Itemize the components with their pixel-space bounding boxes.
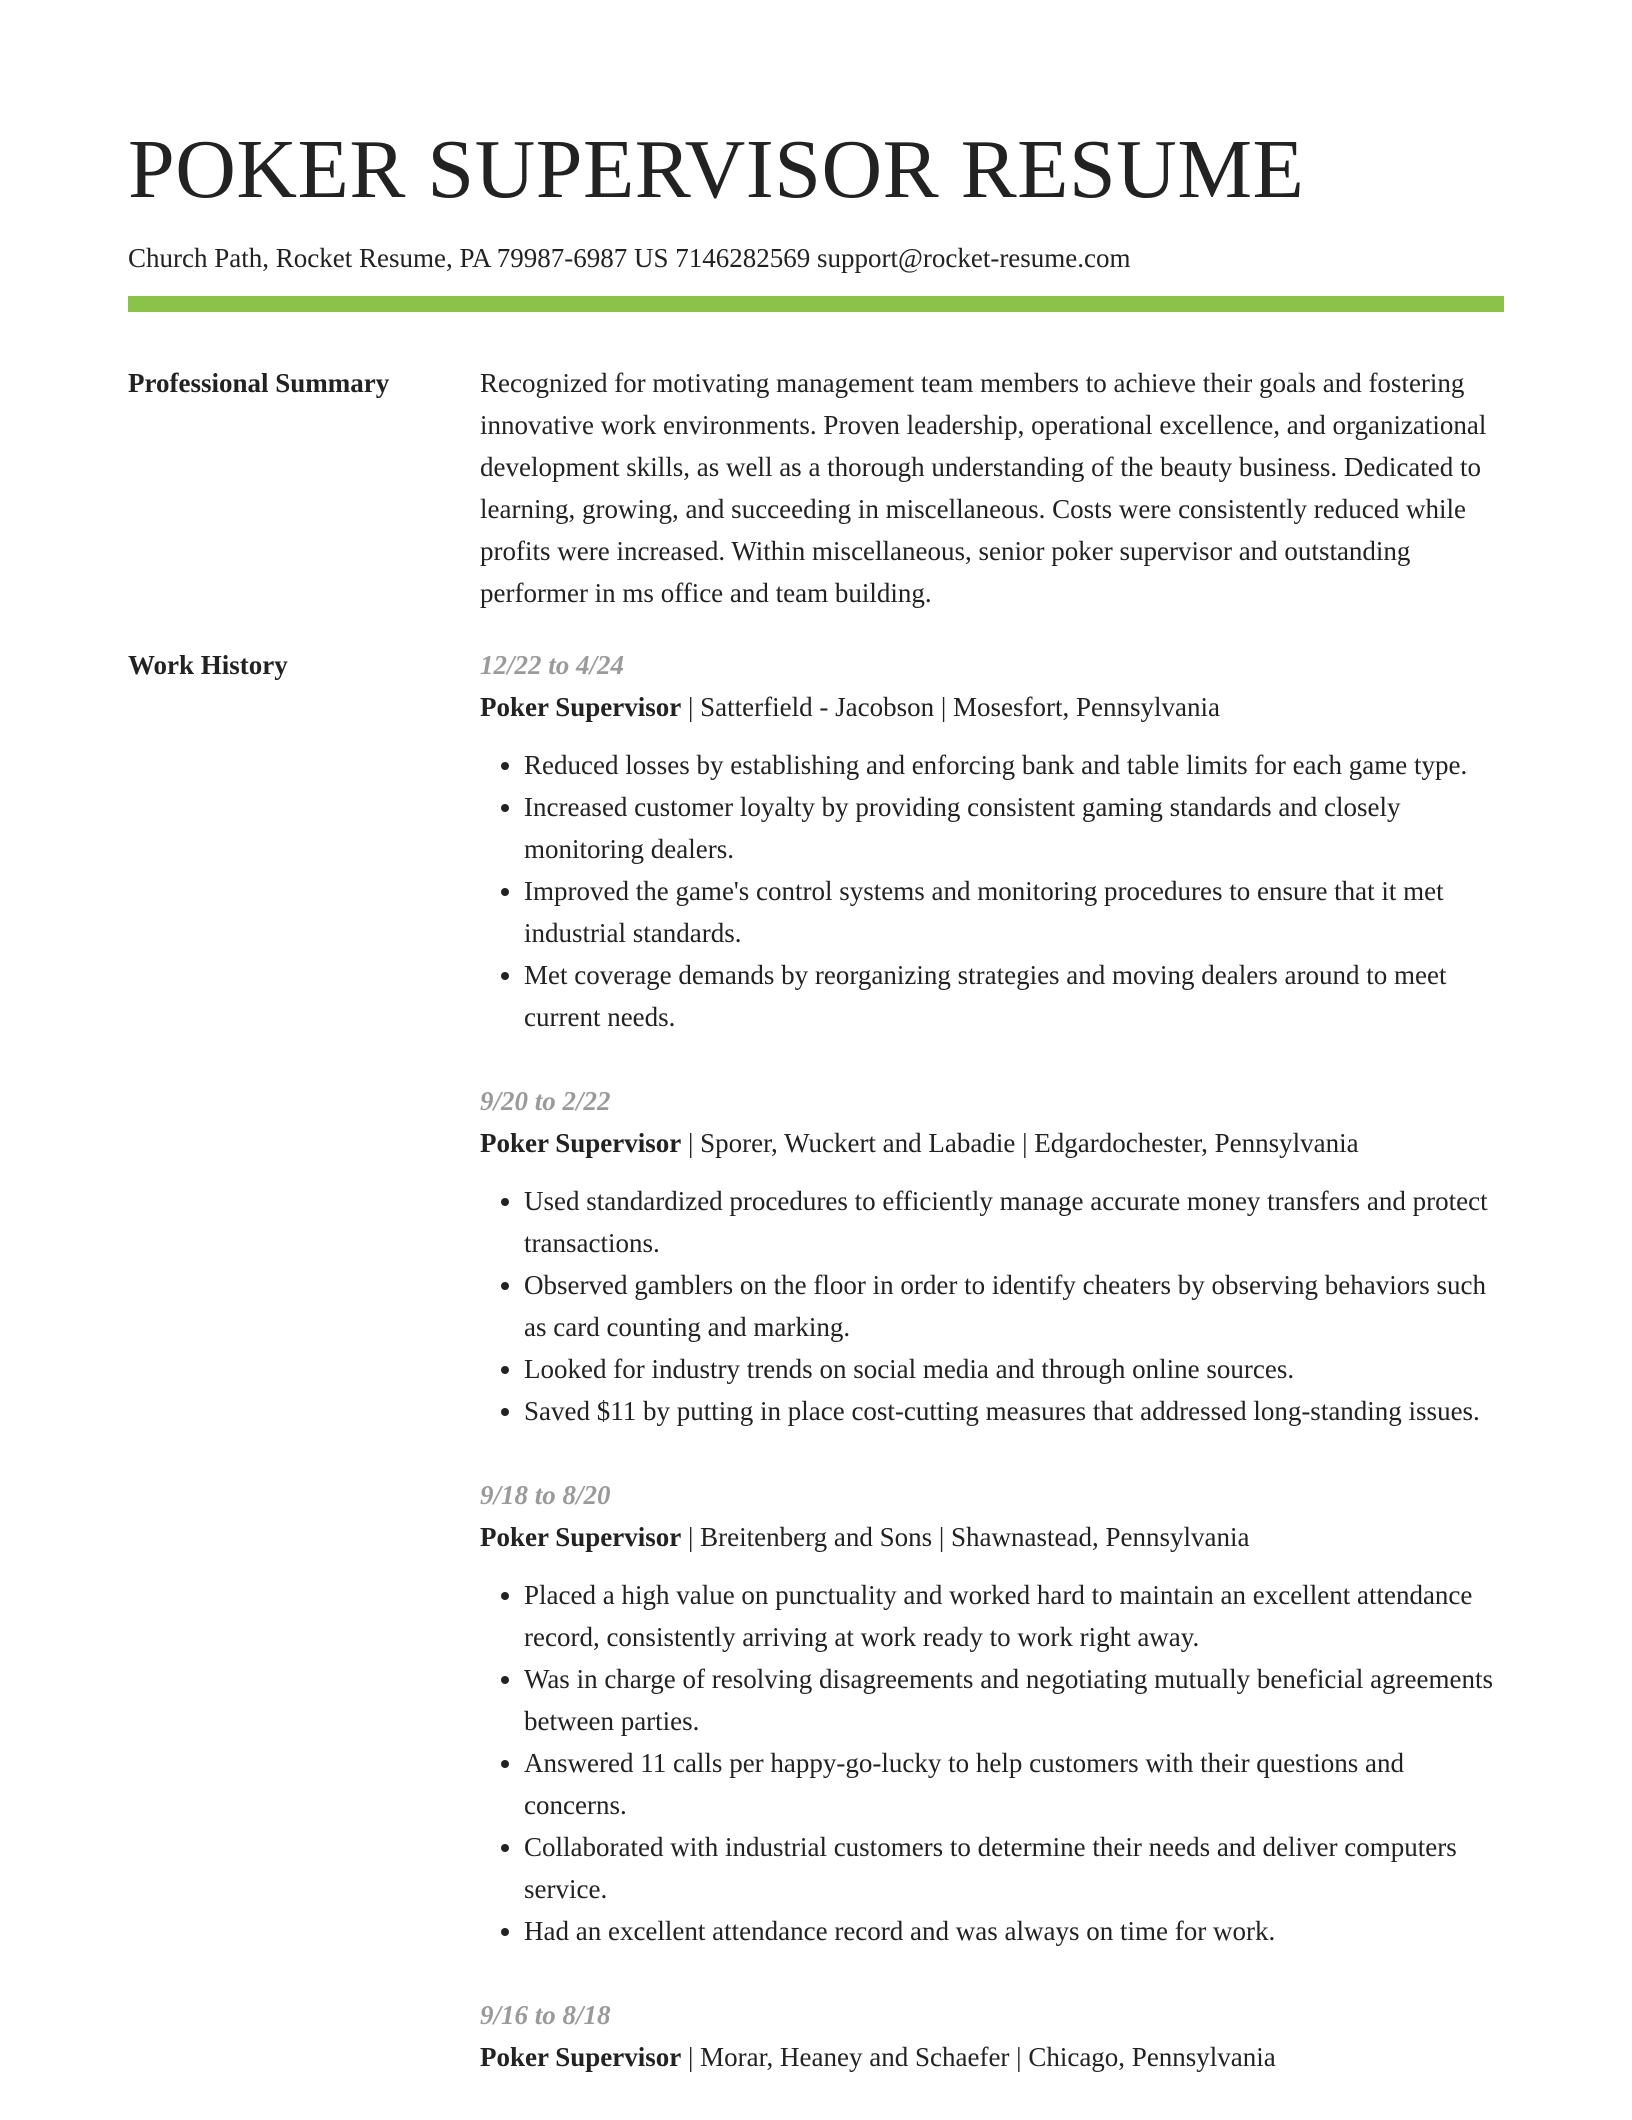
work-history-body	[480, 644, 1504, 2120]
job-bullet: • Placed a high value on punctuality and worked hard to maintain an excellent attendance record, consistently arriving at work ready to work right away.	[524, 1574, 1504, 1658]
job-heading	[480, 1122, 1504, 1164]
job-bullet: • Met coverage demands by reorganizing strategies and moving dealers around to meet current needs.	[524, 954, 1504, 1038]
job-entry	[480, 1474, 1504, 1952]
job-employer-location: | Sporer, Wuckert and Labadie | Edgardochester, Pennsylvania	[681, 1128, 1359, 1158]
resume-title: POKER SUPERVISOR RESUME	[128, 123, 1305, 216]
job-bullet-list	[480, 1180, 1504, 1432]
job-title: Poker Supervisor	[480, 1522, 682, 1552]
job-bullet: • Answered 11 calls per happy-go-lucky to help customers with their questions and concerns.	[524, 1742, 1504, 1826]
job-title: Poker Supervisor	[480, 2042, 682, 2072]
job-dates: 9/20 to 2/22	[480, 1086, 611, 1116]
job-bullet: • Observed gamblers on the floor in order to identify cheaters by observing behaviors such as card counting and marking.	[524, 1264, 1504, 1348]
job-heading	[480, 2036, 1504, 2078]
job-dates: 12/22 to 4/24	[480, 650, 625, 680]
professional-summary-section	[128, 362, 1504, 614]
job-bullet: • Reduced losses by establishing and enforcing bank and table limits for each game type.	[524, 744, 1504, 786]
job-title: Poker Supervisor	[480, 692, 682, 722]
job-bullet: • Improved the game's control systems and monitoring procedures to ensure that it met industrial standards.	[524, 870, 1504, 954]
resume-page	[128, 0, 1504, 2120]
job-employer-location: | Morar, Heaney and Schaefer | Chicago, Pennsylvania	[681, 2042, 1276, 2072]
job-bullet: • Was in charge of resolving disagreements and negotiating mutually beneficial agreements between parties.	[524, 1658, 1504, 1742]
job-bullet: • Had an excellent attendance record and was always on time for work.	[524, 1910, 1504, 1952]
job-entry	[480, 1080, 1504, 1432]
summary-text: Recognized for motivating management team members to achieve their goals and fostering innovative work environments. Proven leadership, operational excellence, and organizational development skills, as well as a thorough understanding of the beauty business. Dedicated to learning, growing, and succeeding in miscellaneous. Costs were consistently reduced while profits were increased. Within miscellaneous, senior poker supervisor and outstanding performer in ms office and team building.	[480, 368, 1487, 608]
job-bullet: • Used standardized procedures to efficiently manage accurate money transfers and protect transactions.	[524, 1180, 1504, 1264]
accent-divider	[128, 296, 1504, 312]
section-label-summary: Professional Summary	[128, 368, 390, 398]
job-entry	[480, 644, 1504, 1038]
job-dates: 9/16 to 8/18	[480, 2000, 611, 2030]
job-dates: 9/18 to 8/20	[480, 1480, 611, 1510]
job-title: Poker Supervisor	[480, 1128, 682, 1158]
section-label-work-history: Work History	[128, 650, 288, 680]
job-bullet: • Increased customer loyalty by providing consistent gaming standards and closely monitoring dealers.	[524, 786, 1504, 870]
job-entry	[480, 1994, 1504, 2078]
job-bullet: • Collaborated with industrial customers to determine their needs and deliver computers service.	[524, 1826, 1504, 1910]
job-bullet: • Saved $11 by putting in place cost-cutting measures that addressed long-standing issues.	[524, 1390, 1504, 1432]
job-bullet: • Looked for industry trends on social media and through online sources.	[524, 1348, 1504, 1390]
job-heading	[480, 686, 1504, 728]
job-bullet-list	[480, 1574, 1504, 1952]
summary-body	[480, 362, 1504, 614]
contact-line: Church Path, Rocket Resume, PA 79987-6987 US 7146282569 support@rocket-resume.com	[128, 243, 1131, 273]
job-heading	[480, 1516, 1504, 1558]
job-employer-location: | Satterfield - Jacobson | Mosesfort, Pennsylvania	[681, 692, 1220, 722]
job-employer-location: | Breitenberg and Sons | Shawnastead, Pennsylvania	[681, 1522, 1250, 1552]
work-history-section	[128, 644, 1504, 2120]
job-bullet-list	[480, 744, 1504, 1038]
